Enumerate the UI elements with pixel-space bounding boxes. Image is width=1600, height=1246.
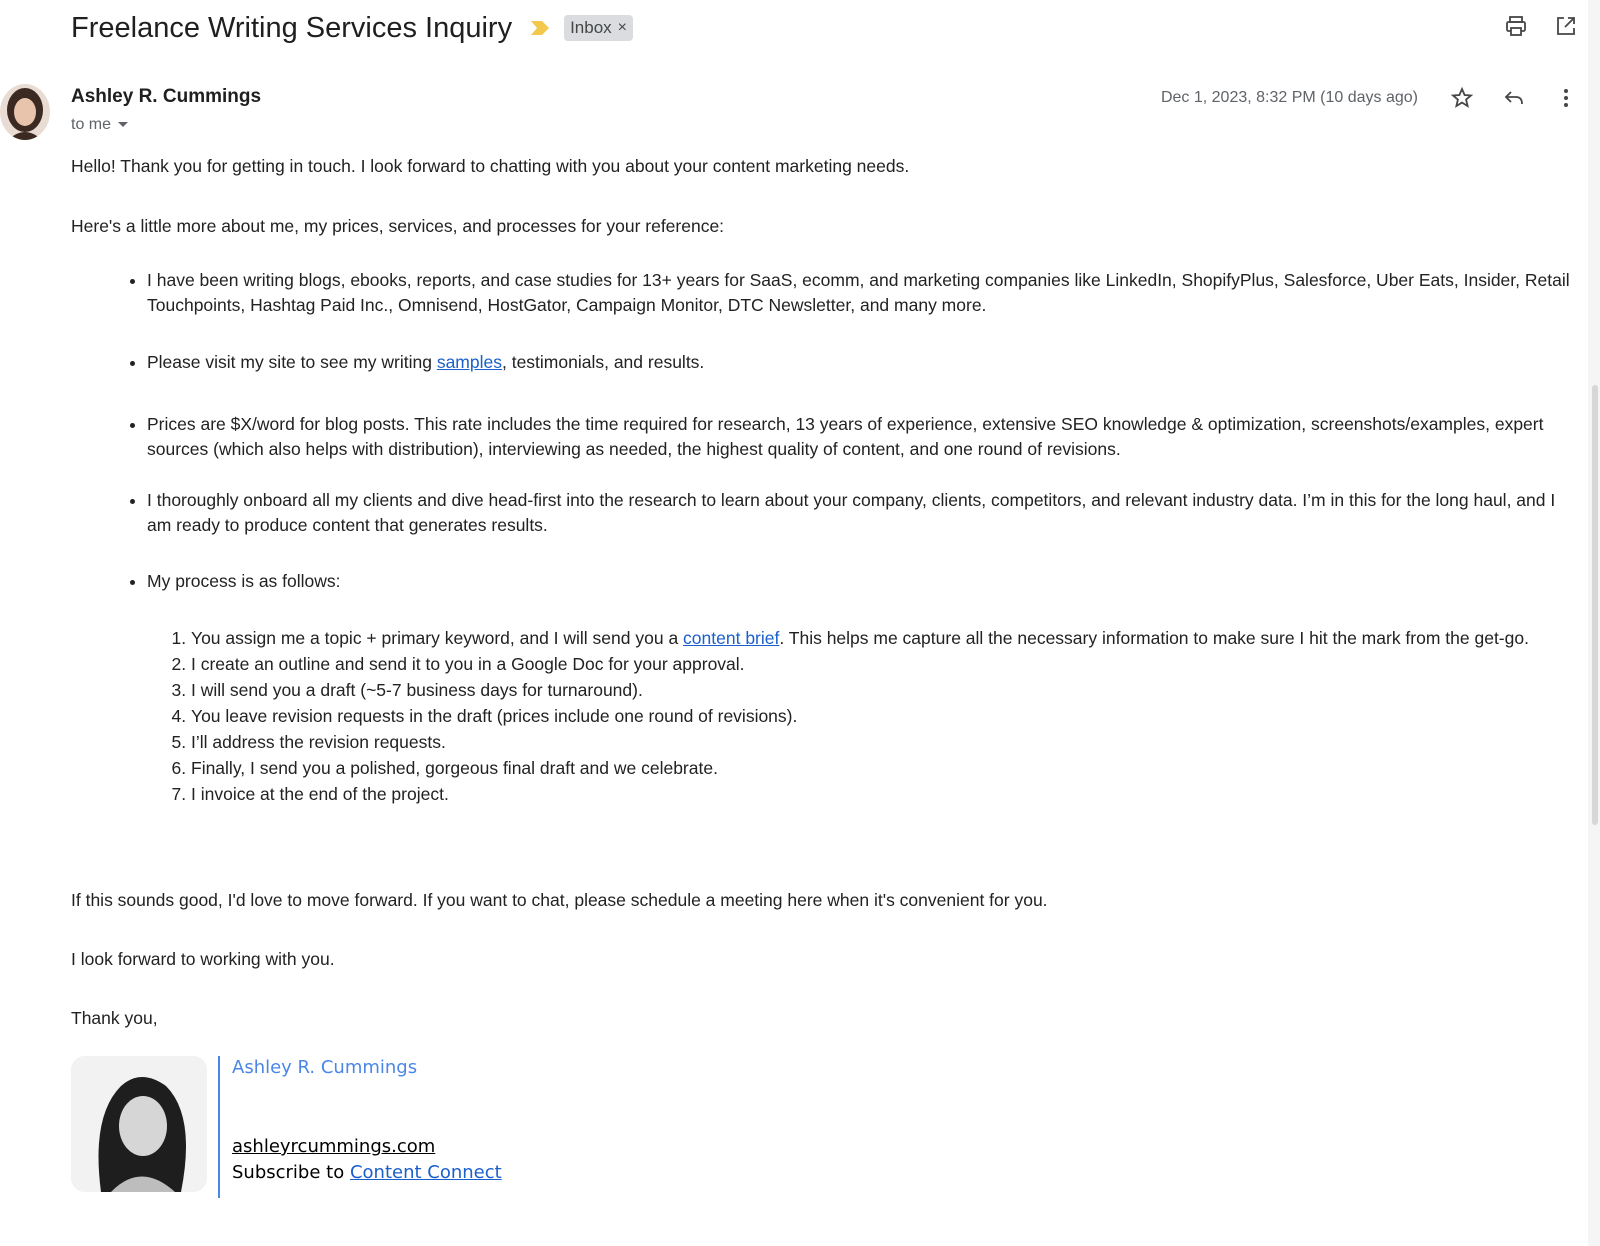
closing-paragraph: I look forward to working with you. — [71, 949, 335, 969]
star-icon[interactable] — [1448, 84, 1476, 112]
list-item: • I have been writing blogs, ebooks, reports, and case studies for 13+ years for SaaS, ecomm, and marketing companies like LinkedIn, ShopifyPlus, Salesforce, Uber Eats, Insider, Retail Touchpoints, Hashtag Paid Inc., Omnisend, HostGator, Campaign Monitor, DTC Newsletter, and many more. — [147, 268, 1571, 318]
closing-paragraph: If this sounds good, I'd love to move forward. If you want to chat, please schedule a meeting here when it's convenient for you. — [71, 890, 1048, 910]
website-link[interactable]: ashleyrcummings.com — [232, 1136, 436, 1157]
importance-marker-icon[interactable] — [530, 18, 550, 38]
more-vert-icon[interactable] — [1552, 84, 1580, 112]
email-subject: Freelance Writing Services Inquiry — [71, 11, 513, 44]
content-connect-link[interactable]: Content Connect — [349, 1162, 502, 1183]
list-item: 6. Finally, I send you a polished, gorgeous final draft and we celebrate. — [191, 755, 1571, 781]
list-item: • Prices are $X/word for blog posts. This rate includes the time required for research, 13 years of experience, extensive SEO knowledge & optimization, screenshots/examples, expert sources (which also helps with distribution), interviewing as needed, the highest quality of content, and one round of revisions. — [147, 412, 1571, 462]
label-text: Inbox — [570, 18, 612, 37]
signature-photo — [71, 1056, 207, 1192]
message-meta — [1161, 84, 1580, 112]
message-date: Dec 1, 2023, 8:32 PM (10 days ago) — [1160, 89, 1418, 106]
chevron-down-icon — [117, 121, 129, 129]
sender-name[interactable]: Ashley R. Cummings — [71, 86, 262, 107]
reply-icon[interactable] — [1500, 84, 1528, 112]
list-item: 5. I’ll address the revision requests. — [191, 729, 1571, 755]
list-item: 4. You leave revision requests in the draft (prices include one round of revisions). — [191, 703, 1571, 729]
list-item — [147, 350, 1571, 375]
inbox-label-chip — [564, 15, 633, 41]
content-brief-link[interactable]: content brief — [683, 628, 780, 648]
list-item: 2. I create an outline and send it to you in a Google Doc for your approval. — [191, 651, 1571, 677]
subscribe-prefix: Subscribe to — [232, 1162, 350, 1183]
list-item: 3. I will send you a draft (~5-7 business days for turnaround). — [191, 677, 1571, 703]
step-text: You assign me a topic + primary keyword, and I will send you a — [191, 628, 684, 648]
print-icon[interactable] — [1502, 12, 1530, 40]
scrollbar-thumb[interactable] — [1592, 385, 1598, 825]
recipient-details-toggle[interactable] — [71, 116, 129, 134]
greeting-paragraph: Hello! Thank you for getting in touch. I look forward to chatting with you about your content marketing needs. — [71, 156, 910, 176]
info-bullet-list — [71, 268, 1571, 807]
list-item — [147, 569, 1571, 807]
signoff: Thank you, — [71, 1008, 158, 1028]
signature-divider — [218, 1056, 220, 1198]
bullet-text: , testimonials, and results. — [501, 352, 705, 372]
signature-name: Ashley R. Cummings — [232, 1057, 418, 1078]
subject-row — [71, 8, 1576, 48]
intro-paragraph: Here's a little more about me, my prices, services, and processes for your reference: — [71, 216, 725, 236]
sender-avatar[interactable] — [0, 84, 50, 140]
scrollbar[interactable] — [1588, 0, 1600, 1246]
list-item: • I thoroughly onboard all my clients and dive head-first into the research to learn about your company, clients, competitors, and relevant industry data. I’m in this for the long haul, and I am ready to produce content that generates results. — [147, 488, 1571, 538]
bullet-text: Please visit my site to see my writing — [147, 352, 437, 372]
list-item — [191, 625, 1571, 651]
open-in-new-window-icon[interactable] — [1552, 12, 1580, 40]
process-steps-list — [147, 625, 1571, 807]
samples-link[interactable]: samples — [436, 352, 502, 372]
subscribe-line — [232, 1162, 502, 1183]
to-line-text: to me — [71, 116, 112, 133]
step-text: . This helps me capture all the necessary information to make sure I hit the mark from the get-go. — [779, 628, 1529, 648]
list-item: 7. I invoice at the end of the project. — [191, 781, 1571, 807]
header-actions — [1502, 12, 1580, 40]
remove-label-icon[interactable]: × — [617, 19, 628, 36]
bullet-text: My process is as follows: — [147, 571, 341, 591]
